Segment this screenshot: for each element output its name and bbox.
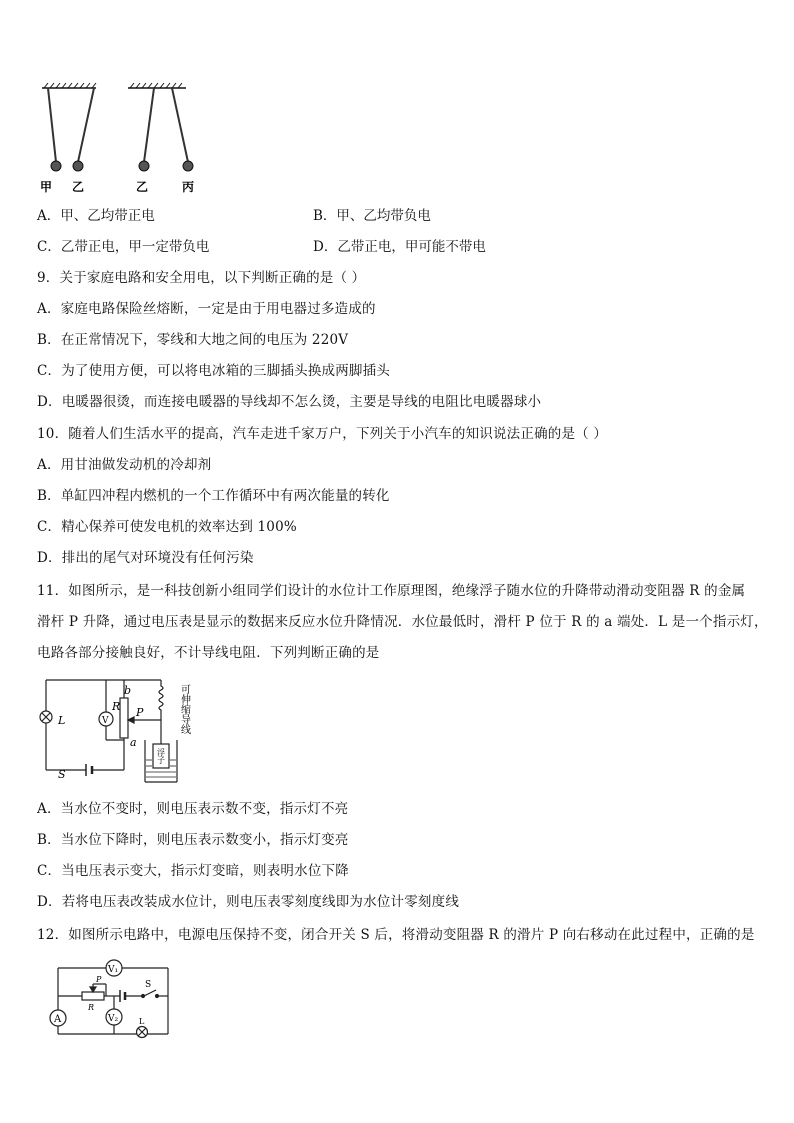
q12-circuit-figure (44, 958, 174, 1040)
resistor-label-r: R (112, 700, 121, 713)
q9-option-d: D．电暖器很烫，而连接电暖器的导线却不怎么烫，主要是导线的电阻比电暖器球小 (37, 394, 542, 410)
q11-option-c: C．当电压表示变大，指示灯变暗，则表明水位下降 (37, 863, 349, 879)
ball-label-yi-2: 乙 (136, 180, 149, 194)
q10-stem: 10．随着人们生活水平的提高，汽车走进千家万户，下列关于小汽车的知识说法正确的是（ ） (37, 426, 608, 442)
ammeter-label: A (54, 1014, 62, 1025)
q11-stem-line-3: 电路各部分接触良好，不计导线电阻．下列判断正确的是 (37, 645, 380, 661)
voltmeter-v1-label: V₁ (108, 965, 119, 975)
ball-label-jia: 甲 (40, 180, 53, 194)
q9-option-a: A．家庭电路保险丝熔断，一定是由于用电器过多造成的 (37, 301, 376, 317)
q10-option-a: A．用甘油做发动机的冷却剂 (37, 457, 212, 473)
slider-label-p: P (96, 975, 102, 984)
q11-option-b: B．当水位下降时，则电压表示数变小，指示灯变亮 (37, 832, 349, 848)
terminal-label-b: b (124, 684, 132, 697)
slider-label-p: P (136, 706, 144, 719)
pendulum-figure (36, 82, 206, 197)
q10-option-b: B．单缸四冲程内燃机的一个工作循环中有两次能量的转化 (37, 488, 390, 504)
ball-label-yi-1: 乙 (72, 180, 85, 194)
q10-option-c: C．精心保养可使发电机的效率达到 100% (37, 519, 297, 535)
voltmeter-v2-label: V₂ (108, 1014, 119, 1024)
switch-label-s: S (145, 980, 152, 990)
q9-option-b: B．在正常情况下，零线和大地之间的电压为 220V (37, 332, 349, 348)
voltmeter-label-v: V (102, 716, 109, 726)
stretchable-wire-label: 可伸缩导线 (178, 684, 190, 734)
switch-label-s: S (58, 768, 66, 781)
q8-option-a: A．甲、乙均带正电 (37, 208, 155, 224)
q11-stem-line-2: 滑杆 P 升降，通过电压表是显示的数据来反应水位升降情况．水位最低时，滑杆 P 位于 R 的 a 端处．L 是一个指示灯， (37, 614, 768, 630)
q11-option-a: A．当水位不变时，则电压表示数不变，指示灯不亮 (37, 801, 349, 817)
q11-stem-line-1: 11．如图所示，是一科技创新小组同学们设计的水位计工作原理图，绝缘浮子随水位的升降带动滑动变阻器 R 的金属 (37, 583, 746, 599)
q11-option-d: D．若将电压表改装成水位计，则电压表零刻度线即为水位计零刻度线 (37, 894, 460, 910)
lamp-label-l: L (58, 714, 66, 727)
q12-stem: 12．如图所示电路中，电源电压保持不变，闭合开关 S 后，将滑动变阻器 R 的滑片 P 向右移动在此过程中，正确的是 (37, 927, 755, 943)
q8-option-d: D．乙带正电，甲可能不带电 (313, 239, 486, 255)
q9-stem: 9．关于家庭电路和安全用电，以下判断正确的是（ ） (37, 270, 366, 286)
q8-option-b: B．甲、乙均带负电 (313, 208, 431, 224)
q10-option-d: D．排出的尾气对环境没有任何污染 (37, 550, 254, 566)
q8-option-c: C．乙带正电，甲一定带负电 (37, 239, 210, 255)
terminal-label-a: a (130, 736, 137, 749)
lamp-label-l: L (139, 1017, 145, 1026)
ball-label-bing: 丙 (182, 180, 195, 194)
resistor-label-r: R (88, 1003, 95, 1012)
float-label: 浮子 (156, 748, 166, 764)
water-level-circuit-figure (36, 674, 196, 786)
q9-option-c: C．为了使用方便，可以将电冰箱的三脚插头换成两脚插头 (37, 363, 391, 379)
